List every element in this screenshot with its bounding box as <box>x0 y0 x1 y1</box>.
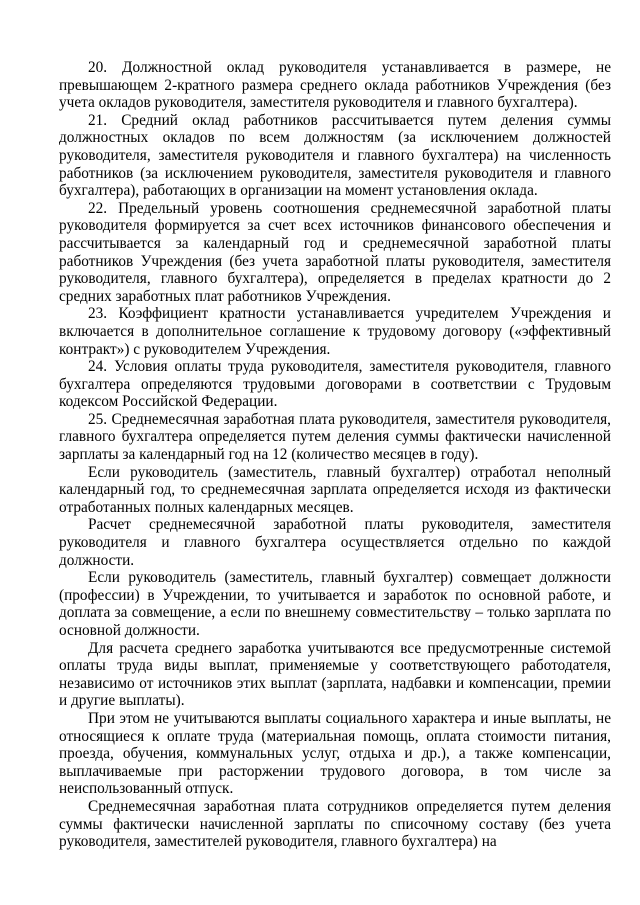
paragraph-combined-positions: Если руководитель (заместитель, главный бухгалтер) совмещает должности (профессии) в Учреждении, то учитывается и заработок по основной работе, и доплата за совмещение, а если по внешнему совместительству – только зарплата по основной должности. <box>59 569 611 639</box>
paragraph-21: 21. Средний оклад работников рассчитывается путем деления суммы должностных окладов по всем должностям (за исключением должностей руководителя, заместителя руководителя и главного бухгалтера) на численность работников (за исключением руководителя, заместителя руководителя и главного бухгалтера), работающих в организации на момент установления оклада. <box>59 111 611 200</box>
paragraph-23: 23. Коэффициент кратности устанавливается учредителем Учреждения и включается в дополнительное соглашение к трудовому договору («эффективный контракт») с руководителем Учреждения. <box>59 305 611 358</box>
document-page <box>59 59 611 851</box>
paragraph-24: 24. Условия оплаты труда руководителя, заместителя руководителя, главного бухгалтера определяются трудовыми договорами в соответствии с Трудовым кодексом Российской Федерации. <box>59 358 611 411</box>
paragraph-incomplete-year: Если руководитель (заместитель, главный бухгалтер) отработал неполный календарный год, то среднемесячная зарплата определяется исходя из фактически отработанных полных календарных месяцев. <box>59 463 611 516</box>
paragraph-20: 20. Должностной оклад руководителя устанавливается в размере, не превышающем 2-кратного размера среднего оклада работников Учреждения (без учета окладов руководителя, заместителя руководителя и главного бухгалтера). <box>59 59 611 112</box>
paragraph-separate-calculation: Расчет среднемесячной заработной платы руководителя, заместителя руководителя и главного бухгалтера осуществляется отдельно по каждой должности. <box>59 516 611 569</box>
paragraph-25: 25. Среднемесячная заработная плата руководителя, заместителя руководителя, главного бухгалтера определяется путем деления суммы фактически начисленной зарплаты за календарный год на 12 (количество месяцев в году). <box>59 410 611 464</box>
paragraph-included-payments: Для расчета среднего заработка учитываются все предусмотренные системой оплаты труда виды выплат, применяемые у соответствующего работодателя, независимо от источников этих выплат (зарплата, надбавки и компенсации, премии и другие выплаты). <box>59 639 611 710</box>
paragraph-22: 22. Предельный уровень соотношения среднемесячной заработной платы руководителя формируется за счет всех источников финансового обеспечения и рассчитывается за календарный год и среднемесячной заработной платы работников Учреждения (без учета заработной платы руководителя, заместителя руководителя, главного бухгалтера), определяется в пределах кратности до 2 средних заработных плат работников Учреждения. <box>59 199 611 305</box>
paragraph-excluded-payments: При этом не учитываются выплаты социального характера и иные выплаты, не относящиеся к оплате труда (материальная помощь, оплата стоимости питания, проезда, обучения, коммунальных услуг, отдыха и др.), а также компенсации, выплачиваемые при расторжении трудового договора, в том числе за неиспользованный отпуск. <box>59 709 611 798</box>
paragraph-employee-average: Среднемесячная заработная плата сотрудников определяется путем деления суммы фактически начисленной зарплаты по списочному составу (без учета руководителя, заместителей руководителя, главного бухгалтера) на <box>59 797 611 851</box>
